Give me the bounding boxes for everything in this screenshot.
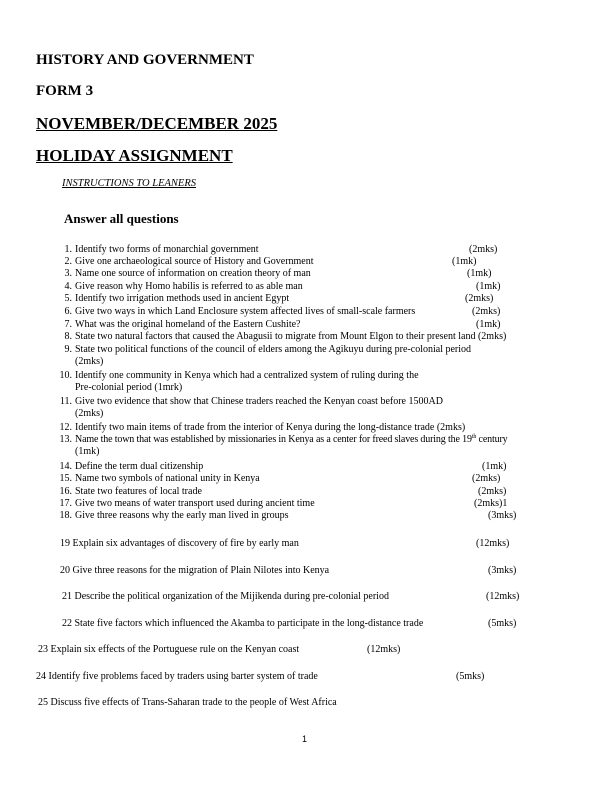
question-number: 6. bbox=[64, 306, 72, 317]
question-marks: (2mks)1 bbox=[474, 498, 508, 509]
question-number: 4. bbox=[64, 281, 72, 292]
question-continuation: (1mk) bbox=[75, 446, 100, 457]
question-number: 5. bbox=[64, 293, 72, 304]
question-20: 20 Give three reasons for the migration of Plain Nilotes into Kenya bbox=[60, 565, 330, 576]
question-text: Give one archaeological source of History and Government bbox=[75, 256, 314, 267]
question-text: Give two ways in which Land Enclosure system affected lives of small-scale farmers bbox=[75, 306, 416, 317]
question-8 bbox=[56, 331, 586, 344]
question-number: 1. bbox=[64, 244, 72, 255]
question-3 bbox=[56, 268, 586, 281]
question-text: What was the original homeland of the Eastern Cushite? bbox=[75, 319, 301, 330]
period-heading: NOVEMBER/DECEMBER 2025 bbox=[36, 114, 278, 133]
instructions-heading: INSTRUCTIONS TO LEANERS bbox=[62, 178, 196, 189]
question-continuation: Pre-colonial period (1mrk) bbox=[75, 382, 183, 393]
question-text: State two natural factors that caused the Abagusii to migrate from Mount Elgon to their present land (2mks) bbox=[75, 331, 507, 342]
question-13 bbox=[56, 434, 586, 460]
assignment-heading: HOLIDAY ASSIGNMENT bbox=[36, 146, 233, 165]
question-23: 23 Explain six effects of the Portuguese rule on the Kenyan coast bbox=[38, 644, 300, 655]
question-9 bbox=[56, 344, 586, 370]
page-number: 1 bbox=[302, 734, 308, 744]
question-15 bbox=[56, 473, 586, 486]
question-marks: (2mks) bbox=[472, 306, 501, 317]
question-text: Identify two forms of monarchial government bbox=[75, 244, 259, 255]
question-number: 15. bbox=[59, 473, 72, 484]
question-19: 19 Explain six advantages of discovery of fire by early man bbox=[60, 538, 299, 549]
question-number: 11. bbox=[59, 396, 72, 407]
question-number: 18. bbox=[59, 510, 72, 521]
question-text: Identify two irrigation methods used in ancient Egypt bbox=[75, 293, 290, 304]
question-text: Name the town that was established by missionaries in Kenya as a center for freed slaves during the 19th century bbox=[75, 434, 508, 445]
question-marks: (1mk) bbox=[482, 461, 507, 472]
question-5 bbox=[56, 293, 586, 306]
form-label: FORM 3 bbox=[36, 83, 94, 99]
question-text: State two features of local trade bbox=[75, 486, 202, 497]
question-number: 2. bbox=[64, 256, 72, 267]
question-number: 14. bbox=[59, 461, 72, 472]
question-20-marks: (3mks) bbox=[488, 565, 517, 576]
question-21-marks: (12mks) bbox=[486, 591, 520, 602]
question-number: 10. bbox=[59, 370, 72, 381]
question-10 bbox=[56, 370, 586, 396]
question-text: Identify two main items of trade from the interior of Kenya during the long-distance trade (2mks) bbox=[75, 422, 466, 433]
question-text: Name one source of information on creation theory of man bbox=[75, 268, 311, 279]
question-text: Give two means of water transport used during ancient time bbox=[75, 498, 315, 509]
question-text: Give three reasons why the early man lived in groups bbox=[75, 510, 289, 521]
question-24: 24 Identify five problems faced by traders using barter system of trade bbox=[36, 671, 318, 682]
question-number: 9. bbox=[64, 344, 72, 355]
question-number: 3. bbox=[64, 268, 72, 279]
question-text: State two political functions of the council of elders among the Agikuyu during pre-colonial period bbox=[75, 344, 472, 355]
question-marks: (1mk) bbox=[452, 256, 477, 267]
question-6 bbox=[56, 306, 586, 319]
question-number: 13. bbox=[59, 434, 72, 445]
question-marks: (2mks) bbox=[465, 293, 494, 304]
question-24-marks: (5mks) bbox=[456, 671, 485, 682]
question-number: 8. bbox=[64, 331, 72, 342]
question-22: 22 State five factors which influenced the Akamba to participate in the long-distance trade bbox=[62, 618, 424, 629]
question-19-marks: (12mks) bbox=[476, 538, 510, 549]
question-11 bbox=[56, 396, 586, 422]
question-22-marks: (5mks) bbox=[488, 618, 517, 629]
question-text: Give two evidence that show that Chinese traders reached the Kenyan coast before 1500AD bbox=[75, 396, 443, 407]
question-number: 16. bbox=[59, 486, 72, 497]
question-number: 17. bbox=[59, 498, 72, 509]
question-marks: (2mks) bbox=[478, 486, 507, 497]
subject-title: HISTORY AND GOVERNMENT bbox=[36, 52, 254, 68]
question-text: Identify one community in Kenya which had a centralized system of ruling during the bbox=[75, 370, 419, 381]
question-continuation: (2mks) bbox=[75, 356, 104, 367]
question-18 bbox=[56, 510, 586, 523]
question-text: Define the term dual citizenship bbox=[75, 461, 204, 472]
question-marks: (1mk) bbox=[476, 281, 501, 292]
question-23-marks: (12mks) bbox=[367, 644, 401, 655]
question-marks: (2mks) bbox=[469, 244, 498, 255]
question-number: 7. bbox=[64, 319, 72, 330]
answer-all-label: Answer all questions bbox=[64, 211, 179, 226]
question-marks: (2mks) bbox=[472, 473, 501, 484]
question-marks: (1mk) bbox=[476, 319, 501, 330]
question-21: 21 Describe the political organization of the Mijikenda during pre-colonial period bbox=[62, 591, 389, 602]
question-marks: (3mks) bbox=[488, 510, 517, 521]
question-25: 25 Discuss five effects of Trans-Saharan trade to the people of West Africa bbox=[38, 697, 337, 708]
question-marks: (1mk) bbox=[467, 268, 492, 279]
question-text: Give reason why Homo habilis is referred to as able man bbox=[75, 281, 303, 292]
question-text: Name two symbols of national unity in Kenya bbox=[75, 473, 260, 484]
question-number: 12. bbox=[59, 422, 72, 433]
question-continuation: (2mks) bbox=[75, 408, 104, 419]
